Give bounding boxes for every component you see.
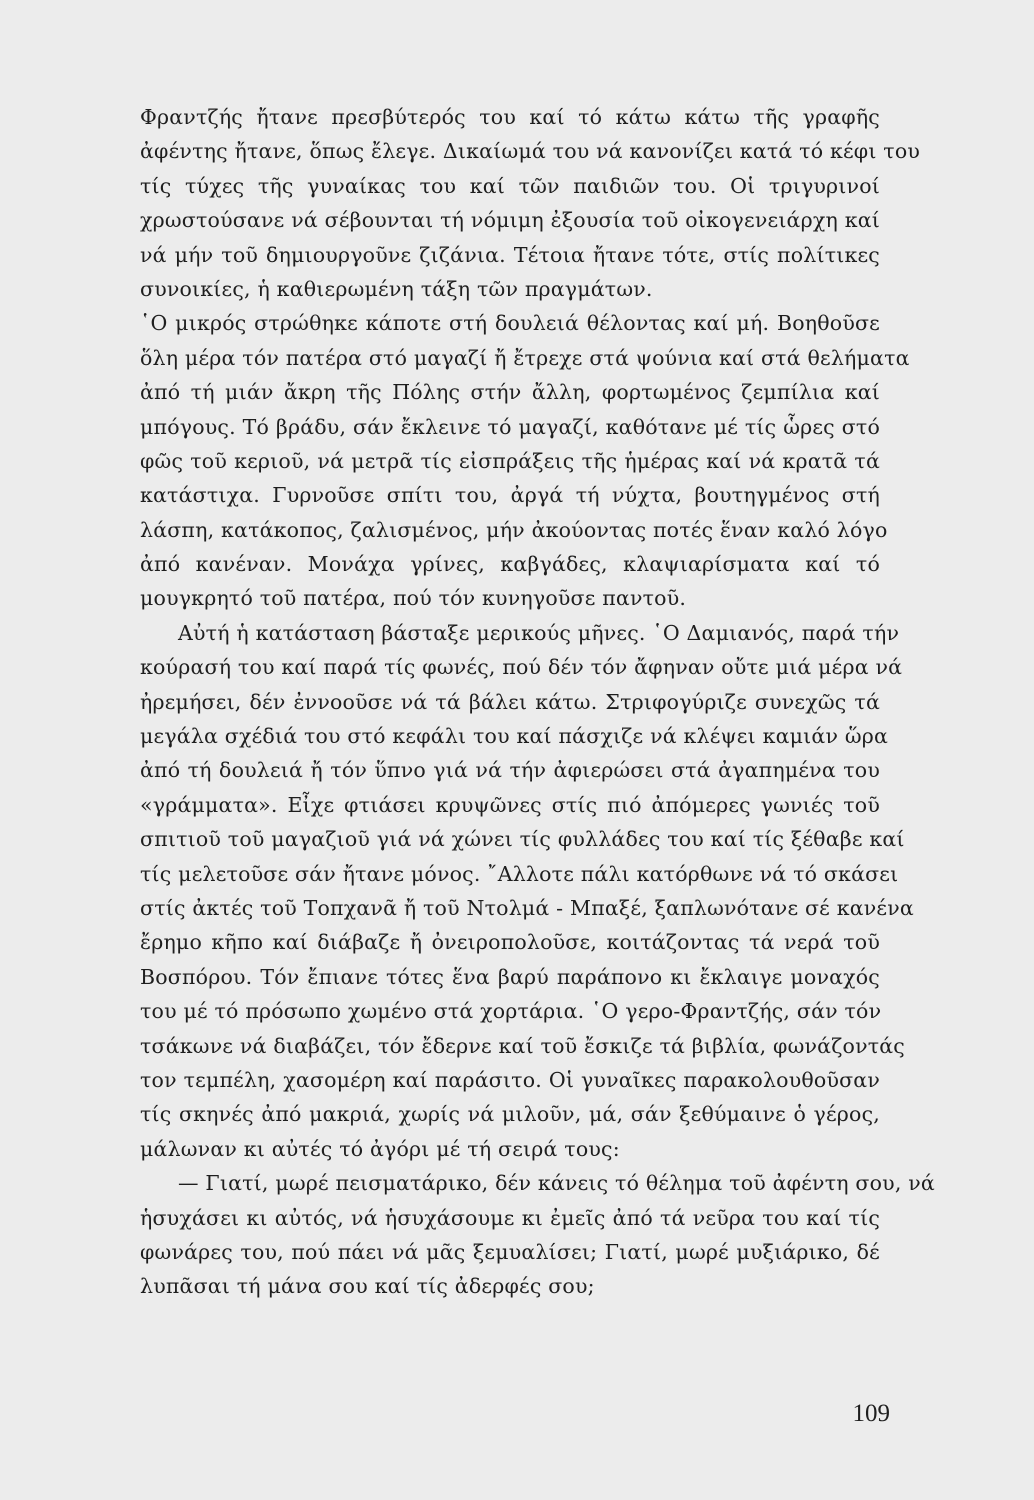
text-line: ῾Ο μικρός στρώθηκε κάποτε στή δουλειά θέλοντας καί μή. Βοηθοῦσε (140, 311, 880, 336)
text-line: Φραντζής ἤτανε πρεσβύτερός του καί τό κάτω κάτω τῆς γραφῆς (140, 105, 880, 129)
text-line: νά μήν τοῦ δημιουργοῦνε ζιζάνια. Τέτοια ἤτανε τότε, στίς πολίτικες (140, 242, 880, 267)
text-line: φῶς τοῦ κεριοῦ, νά μετρᾶ τίς εἰσπράξεις τῆς ἡμέρας καί νά κρατᾶ τά (140, 448, 880, 473)
text-line: του μέ τό πρόσωπο χωμένο στά χορτάρια. ῾Ο γερο-Φραντζής, σάν τόν (140, 999, 882, 1024)
text-line: Βοσπόρου. Τόν ἔπιανε τότες ἕνα βαρύ παράπονο κι ἔκλαιγε μοναχός (140, 964, 880, 989)
text-line: ἀπό τή μιάν ἄκρη τῆς Πόλης στήν ἄλλη, φορτωμένος ζεμπίλια καί (140, 380, 880, 405)
text-line: μεγάλα σχέδιά του στό κεφάλι του καί πάσχιζε νά κλέψει καμιάν ὥρα (140, 724, 889, 749)
text-line: ἀφέντης ἤτανε, ὅπως ἔλεγε. Δικαίωμά του νά κανονίζει κατά τό κέφι του (140, 139, 921, 164)
text-line: ἀπό κανέναν. Μονάχα γρίνες, καβγάδες, κλαψιαρίσματα καί τό (140, 552, 880, 577)
text-line: σπιτιοῦ τοῦ μαγαζιοῦ γιά νά χώνει τίς φυλλάδες του καί τίς ξέθαβε καί (140, 827, 905, 852)
text-line: — Γιατί, μωρέ πεισματάρικο, δέν κάνεις τό θέλημα τοῦ ἀφέντη σου, νά (178, 1171, 935, 1196)
text-line: τίς μελετοῦσε σάν ἤτανε μόνος. ῎Αλλοτε πάλι κατόρθωνε νά τό σκάσει (140, 861, 899, 886)
text-line: μπόγους. Τό βράδυ, σάν ἔκλεινε τό μαγαζί, καθότανε μέ τίς ὧρες στό (140, 414, 880, 439)
text-line: μάλωναν κι αὐτές τό ἀγόρι μέ τή σειρά τους: (140, 1136, 620, 1161)
text-line: λυπᾶσαι τή μάνα σου καί τίς ἀδερφές σου; (140, 1274, 595, 1299)
text-line: ὅλη μέρα τόν πατέρα στό μαγαζί ἤ ἔτρεχε στά ψούνια καί στά θελήματα (140, 345, 910, 370)
text-line: χρωστούσανε νά σέβουνται τή νόμιμη ἐξουσία τοῦ οἰκογενειάρχη καί (140, 208, 880, 233)
text-line: μουγκρητό τοῦ πατέρα, πού τόν κυνηγοῦσε παντοῦ. (140, 586, 687, 611)
text-line: Αὐτή ἡ κατάσταση βάσταξε μερικούς μῆνες. ῾Ο Δαμιανός, παρά τήν (178, 620, 900, 645)
text-line: κούρασή του καί παρά τίς φωνές, πού δέν τόν ἄφηναν οὔτε μιά μέρα νά (140, 655, 903, 680)
text-line: ἔρημο κῆπο καί διάβαζε ἤ ὀνειροπολοῦσε, κοιτάζοντας τά νερά τοῦ (140, 930, 880, 955)
text-line: «γράμματα». Εἶχε φτιάσει κρυψῶνες στίς πιό ἀπόμερες γωνιές τοῦ (140, 792, 880, 817)
text-line: ἡσυχάσει κι αὐτός, νά ἡσυχάσουμε κι ἐμεῖς ἀπό τά νεῦρα του καί τίς (140, 1205, 880, 1230)
text-line: συνοικίες, ἡ καθιερωμένη τάξη τῶν πραγμάτων. (140, 276, 653, 301)
page-number: 109 (852, 1400, 890, 1427)
text-line: λάσπη, κατάκοπος, ζαλισμένος, μήν ἀκούοντας ποτές ἕναν καλό λόγο (140, 517, 888, 542)
text-line: τίς σκηνές ἀπό μακριά, χωρίς νά μιλοῦν, μά, σάν ξεθύμαινε ὁ γέρος, (140, 1102, 880, 1127)
text-line: τίς τύχες τῆς γυναίκας του καί τῶν παιδιῶν του. Οἱ τριγυρινοί (140, 173, 880, 198)
text-line: ἀπό τή δουλειά ἤ τόν ὕπνο γιά νά τήν ἀφιερώσει στά ἀγαπημένα του (140, 758, 880, 783)
text-line: ἠρεμήσει, δέν ἐννοοῦσε νά τά βάλει κάτω. Στριφογύριζε συνεχῶς τά (140, 689, 880, 714)
text-line: φωνάρες του, πού πάει νά μᾶς ξεμυαλίσει; Γιατί, μωρέ μυξιάρικο, δέ (140, 1239, 880, 1264)
text-line: τον τεμπέλη, χασομέρη καί παράσιτο. Οἱ γυναῖκες παρακολουθοῦσαν (140, 1067, 880, 1092)
text-line: στίς ἀκτές τοῦ Τοπχανᾶ ἤ τοῦ Ντολμά - Μπαξέ, ξαπλωνότανε σέ κανένα (140, 895, 914, 920)
body-text (140, 100, 935, 1304)
text-line: κατάστιχα. Γυρνοῦσε σπίτι του, ἀργά τή νύχτα, βουτηγμένος στή (140, 483, 880, 508)
text-line: τσάκωνε νά διαβάζει, τόν ἔδερνε καί τοῦ ἔσκιζε τά βιβλία, φωνάζοντάς (140, 1033, 905, 1058)
